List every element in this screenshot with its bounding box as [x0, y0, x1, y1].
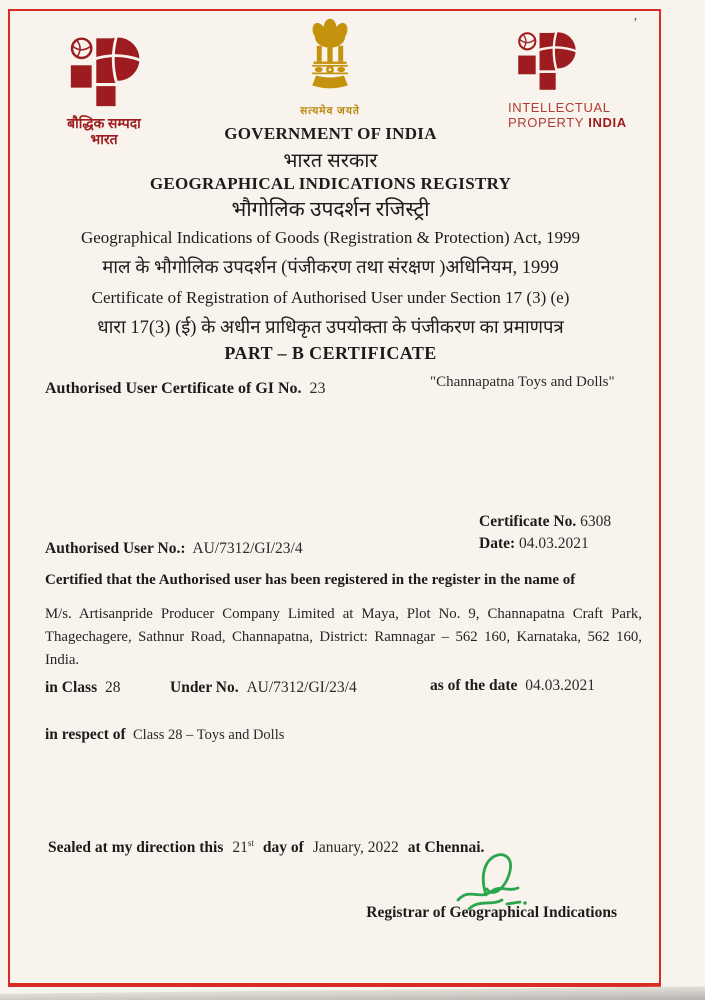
ip-india-logo-icon: [508, 31, 584, 93]
in-respect-of-value: Class 28 – Toys and Dolls: [133, 727, 285, 743]
authorised-user-number-label: Authorised User No.:: [45, 540, 186, 557]
as-of-date-label: as of the date: [430, 677, 518, 694]
certified-statement: Certified that the Authorised user has been registered in the register in the name of: [45, 572, 576, 588]
in-class-group: [45, 679, 121, 697]
registrant-address: M/s. Artisanpride Producer Company Limited at Maya, Plot No. 9, Channapatna Craft Park, Thagechagere, Sathnur Road, Channapatna, District: Ramnagar – 562 160, Karnataka, 562 160, India.: [45, 606, 642, 668]
authorised-user-number-value: AU/7312/GI/23/4: [192, 540, 303, 557]
as-of-date-value: 04.03.2021: [525, 677, 596, 694]
scan-artifact-mark: ’: [633, 16, 638, 31]
left-logo-caption-line2: भारत: [90, 133, 118, 148]
certificate-date-value: 04.03.2021: [519, 535, 589, 552]
gi-name: "Channapatna Toys and Dolls": [430, 374, 615, 390]
in-class-value: 28: [105, 679, 121, 696]
act-title-hindi: माल के भौगोलिक उपदर्शन (पंजीकरण तथा संरक्षण )अधिनियम, 1999: [102, 258, 559, 278]
under-no-group: [170, 679, 357, 697]
emblem-motto: सत्यमेव जयते: [300, 106, 360, 117]
gi-number-label: Authorised User Certificate of GI No.: [45, 380, 302, 397]
ip-india-logo-icon: [59, 36, 149, 110]
right-logo-india-label: INDIA: [588, 115, 627, 130]
under-no-label: Under No.: [170, 679, 239, 696]
registry-title: GEOGRAPHICAL INDICATIONS REGISTRY: [149, 174, 512, 193]
sealed-statement: [48, 838, 484, 857]
certificate-section-title: Certificate of Registration of Authorised User under Section 17 (3) (e): [91, 288, 570, 307]
left-logo-caption-line1: बौद्धिक सम्पदा: [67, 117, 141, 132]
certificate-number-label: Certificate No.: [479, 513, 577, 530]
gi-number-value: 23: [309, 380, 326, 397]
right-logo-caption-line1: INTELLECTUAL: [508, 100, 611, 115]
right-logo-caption-line2: PROPERTY INDIA: [508, 115, 627, 130]
certificate-date-label: Date:: [479, 535, 516, 552]
scan-edge-shadow: [0, 986, 705, 1000]
under-no-value: AU/7312/GI/23/4: [246, 679, 357, 696]
sealed-location: at Chennai.: [407, 839, 485, 857]
sealed-date: January, 2022: [312, 839, 399, 857]
in-class-label: in Class: [45, 679, 98, 696]
certificate-date-row: [479, 533, 611, 555]
act-title: Geographical Indications of Goods (Registration & Protection) Act, 1999: [80, 228, 581, 247]
sealed-prefix: Sealed at my direction this: [48, 839, 224, 857]
part-b-certificate-title: PART – B CERTIFICATE: [224, 343, 437, 363]
ashoka-emblem: [265, 16, 395, 118]
government-of-india-title-hindi: भारत सरकार: [283, 150, 378, 172]
certificate-section-title-hindi: धारा 17(3) (ई) के अधीन प्राधिकृत उपयोक्ता के पंजीकरण का प्रमाणपत्र: [97, 318, 564, 338]
gi-number-row: [45, 380, 326, 398]
certificate-number-block: [479, 511, 611, 555]
as-of-date-group: [430, 677, 595, 695]
sealed-day-ordinal: st: [247, 838, 254, 848]
sealed-day: 21: [232, 839, 248, 857]
in-respect-of-label: in respect of: [45, 726, 126, 743]
sealed-middle: day of: [262, 839, 304, 857]
certificate-number-row: [479, 511, 611, 533]
certificate-number-value: 6308: [580, 513, 612, 530]
authorised-user-number-row: [45, 540, 303, 558]
ashoka-lion-capital-icon: [297, 16, 363, 98]
government-of-india-title: GOVERNMENT OF INDIA: [224, 124, 437, 143]
ip-india-logo-right: [508, 31, 660, 130]
registrar-title: Registrar of Geographical Indications: [366, 904, 617, 921]
registry-title-hindi: भौगोलिक उपदर्शन रजिस्ट्री: [231, 197, 430, 221]
